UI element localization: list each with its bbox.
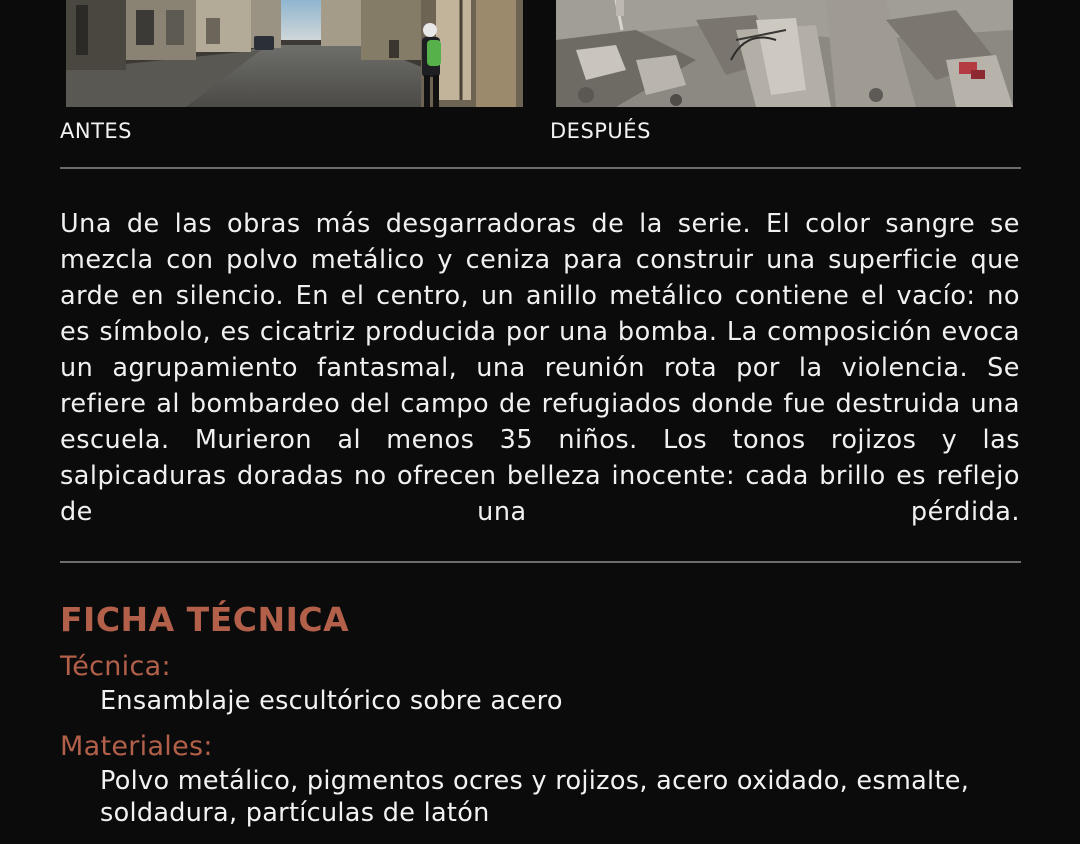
divider-top (60, 167, 1021, 169)
materials-value: Polvo metálico, pigmentos ocres y rojizos, acero oxidado, esmalte, soldadura, partículas de latón (100, 766, 970, 828)
artwork-description: Una de las obras más desgarradoras de la serie. El color sangre se mezcla con polvo metálico y ceniza para construir una superficie que arde en silencio. En el centro, un anillo metálico contiene el vacío: no es símbolo, es cicatriz producida por una bomba. La composición evoca un agrupamiento fantasmal, una reunión rota por la violencia. Se refiere al bombardeo del campo de refugiados donde fue destruida una escuela. Murieron al menos 35 niños. Los tonos rojizos y las salpicaduras doradas no ofrecen belleza inocente: cada brillo es reflejo de una pérdida. (60, 209, 1020, 527)
after-caption: DESPUÉS (550, 119, 651, 143)
street-photo-icon (66, 0, 523, 107)
before-caption: ANTES (60, 119, 133, 143)
divider-middle (60, 561, 1021, 563)
after-photo (556, 0, 1013, 107)
technique-label: Técnica: (60, 651, 171, 682)
technical-sheet-title: FICHA TÉCNICA (60, 600, 350, 639)
rubble-photo-icon (556, 0, 1013, 107)
before-photo (66, 0, 523, 107)
technique-value: Ensamblaje escultórico sobre acero (100, 686, 563, 716)
materials-label: Materiales: (60, 731, 213, 762)
